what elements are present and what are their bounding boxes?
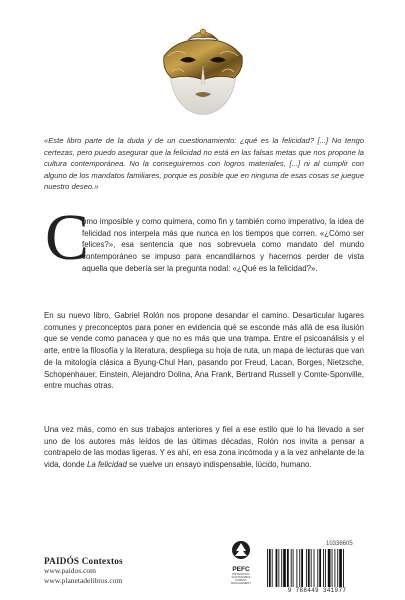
pefc-tree-icon bbox=[230, 540, 252, 560]
pefc-label: PEFC bbox=[232, 566, 250, 573]
pefc-logo bbox=[228, 540, 254, 585]
publisher-block bbox=[44, 556, 123, 585]
barcode-bar bbox=[319, 549, 321, 587]
conclusion-text-start: Una vez más, como en sus trabajos anteriores y fiel a ese estilo que lo ha llevado a ser uno de los autores más leídos de las últimas décadas, Rolón nos invita a pensar a contrapelo de las modas ligeras. Y es ahí, en esa zona incómoda y a la vez anhelante de la vida, donde bbox=[44, 425, 364, 470]
barcode-bar bbox=[272, 549, 273, 587]
barcode-bar bbox=[291, 549, 292, 587]
cover-quote: «Este libro parte de la duda y de un cuestionamiento: ¿qué es la felicidad? [...] No tengo certezas, pero puedo asegurar que la felicidad no está en las falsas metas que nos propone la cultura contemporánea. No la conseguiremos con logros materiales, [...] ni al cumplir con alguno de los mandatos familiares, porque es posible que en ninguna de esas cosas se juegue nuestro deseo.» bbox=[44, 136, 364, 192]
pefc-tagline: PROMOTING SUSTAINABLE FOREST MANAGEMENT bbox=[230, 572, 252, 585]
product-code: 10336605 bbox=[326, 541, 353, 547]
barcode-bar bbox=[293, 549, 294, 587]
barcode-bar bbox=[311, 549, 312, 587]
barcode-bar bbox=[343, 549, 344, 587]
isbn-number: 9 788449 341977 bbox=[287, 587, 347, 594]
drop-cap: C bbox=[45, 201, 90, 274]
barcode-bar bbox=[314, 549, 315, 587]
conclusion-text-end: se vuelve un ensayo indispensable, lúcido, humano. bbox=[126, 460, 312, 470]
barcode-bar bbox=[317, 549, 318, 587]
paragraph-description: En su nuevo libro, Gabriel Rolón nos propone desandar el camino. Desarticular lugares comunes y preconceptos para poner en evidencia qué se esconde más allá de esa ilusión que se vende como panacea y que no es más que una trampa. Entre el psicoanálisis y el arte, entre la filosofía y la literatura, despliega su hoja de ruta, un mapa de lecturas que van de la mitología clásica a Byung-Chul Han, pasando por Freud, Lacan, Borges, Nietzsche, Schopenhauer, Einstein, Alejandro Dolina, Ana Frank, Bertrand Russell y Comte-Sponville, entre muchas otras. bbox=[44, 311, 364, 391]
barcode-bar bbox=[332, 549, 333, 587]
venetian-mask-image bbox=[158, 26, 248, 118]
barcode-bar bbox=[325, 549, 326, 587]
isbn-barcode bbox=[263, 549, 371, 587]
barcode-bar bbox=[283, 549, 286, 587]
barcode-bar bbox=[287, 549, 289, 587]
barcode-bar bbox=[301, 549, 303, 587]
barcode-bar bbox=[328, 549, 331, 587]
barcode-bar bbox=[276, 549, 278, 587]
barcode-bar bbox=[278, 549, 279, 587]
book-title-italic: La felicidad bbox=[87, 460, 127, 470]
barcode-bar bbox=[306, 549, 307, 587]
paragraph-conclusion bbox=[44, 424, 364, 471]
publisher-name: PAIDÓS Contextos bbox=[44, 556, 123, 566]
barcode-bar bbox=[337, 549, 338, 587]
barcode-bar bbox=[269, 549, 271, 587]
paragraph-intro: omo imposible y como quimera, como fin y también como imperativo, la idea de felicidad nos interpela más que nunca en los tiempos que corren. «¿Cómo ser felices?», esa sentencia que nos sobrevuela como mandato del mundo contemporáneo se impuso para encandilarnos y hacernos perder de vista aquella que debería ser la pregunta nodal: «¿Qué es la felicidad?». bbox=[82, 217, 364, 273]
barcode-bar bbox=[308, 549, 310, 587]
barcode-bar bbox=[281, 549, 282, 587]
barcode-bar bbox=[296, 549, 297, 587]
publisher-url-paidos[interactable]: www.paidos.com bbox=[44, 566, 97, 575]
barcode-bar bbox=[339, 549, 342, 587]
barcode-bar bbox=[334, 549, 335, 587]
publisher-url-planeta[interactable]: www.planetadelibros.com bbox=[44, 575, 123, 585]
barcode-bar bbox=[299, 549, 300, 587]
barcode-bar bbox=[267, 549, 268, 587]
barcode-bar bbox=[323, 549, 324, 587]
